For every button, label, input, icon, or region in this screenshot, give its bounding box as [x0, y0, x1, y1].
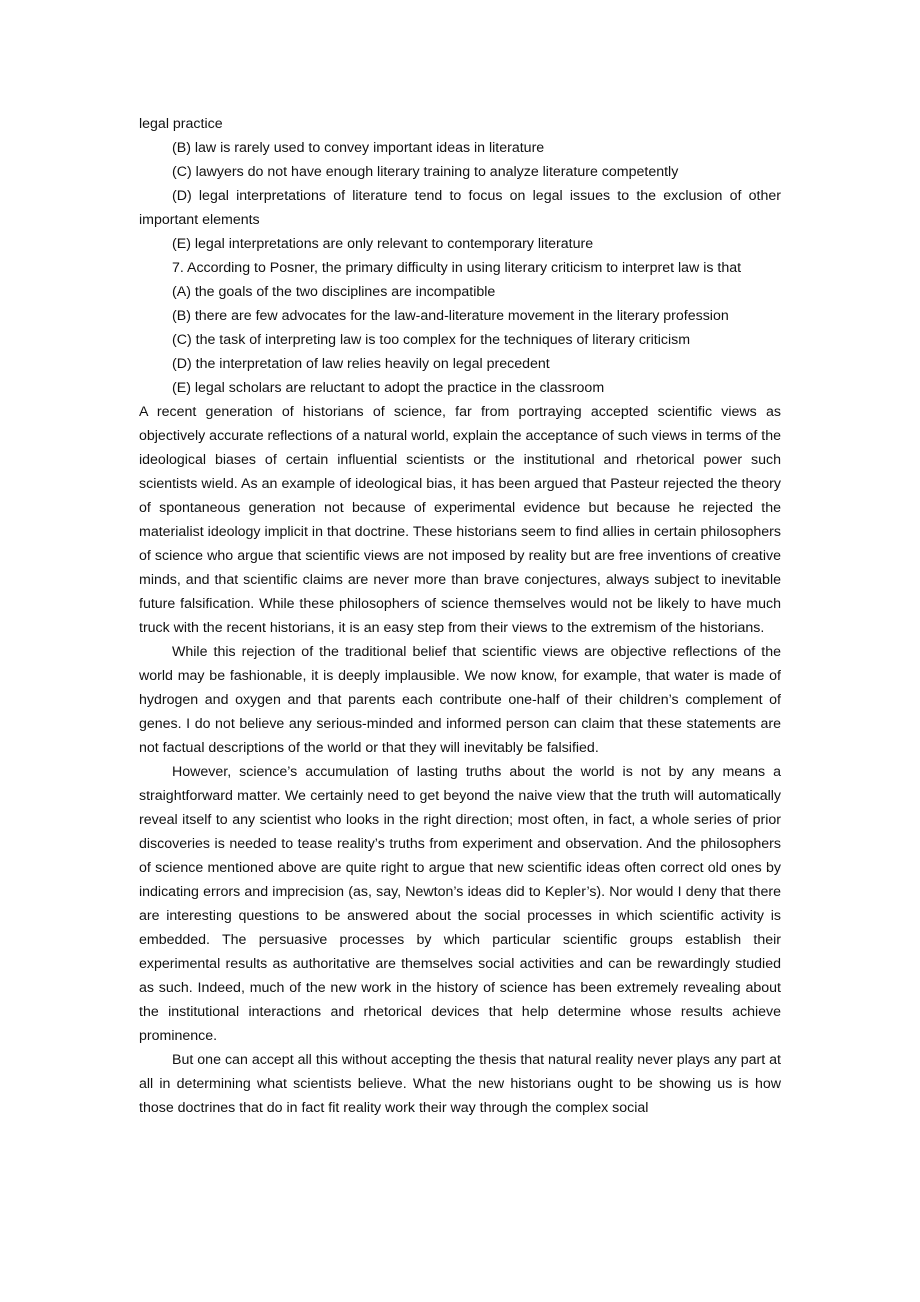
- question6-option-b: (B) law is rarely used to convey important ideas in literature: [172, 140, 545, 156]
- question6-option-d: (D) legal interpretations of literature tend to focus on legal issues to the exclusion of other important elements: [139, 188, 781, 228]
- question6-option-e: (E) legal interpretations are only relevant to contemporary literature: [172, 236, 594, 252]
- passage-paragraph-1: A recent generation of historians of science, far from portraying accepted scientific views as objectively accurate reflections of a natural world, explain the acceptance of such views in terms of the ideological biases of certain influential scientists or the institutional and rhetorical power such scientists wield. As an example of ideological bias, it has been argued that Pasteur rejected the theory of spontaneous generation not because of experimental evidence but because he rejected the materialist ideology implicit in that doctrine. These historians seem to find allies in certain philosophers of science who argue that scientific views are not imposed by reality but are free inventions of creative minds, and that scientific claims are never more than brave conjectures, always subject to inevitable future falsification. While these philosophers of science themselves would not be likely to have much truck with the recent historians, it is an easy step from their views to the extremism of the historians.: [139, 404, 781, 636]
- question7-option-b: (B) there are few advocates for the law-and-literature movement in the literary profession: [172, 308, 729, 324]
- question7-option-e: (E) legal scholars are reluctant to adopt the practice in the classroom: [172, 380, 605, 396]
- question6-option-c: (C) lawyers do not have enough literary training to analyze literature competently: [172, 164, 679, 180]
- document-body: [139, 112, 781, 1120]
- question7-stem: 7. According to Posner, the primary difficulty in using literary criticism to interpret law is that: [172, 260, 742, 276]
- question7-option-a: (A) the goals of the two disciplines are incompatible: [172, 284, 496, 300]
- question7-option-d: (D) the interpretation of law relies heavily on legal precedent: [172, 356, 550, 372]
- question7-option-c: (C) the task of interpreting law is too complex for the techniques of literary criticism: [172, 332, 691, 348]
- passage-paragraph-3: However, science’s accumulation of lasting truths about the world is not by any means a straightforward matter. We certainly need to get beyond the naive view that the truth will automatically reveal itself to any scientist who looks in the right direction; most often, in fact, a whole series of prior discoveries is needed to tease reality’s truths from experiment and observation. And the philosophers of science mentioned above are quite right to argue that new scientific ideas often correct old ones by indicating errors and imprecision (as, say, Newton’s ideas did to Kepler’s). Nor would I deny that there are interesting questions to be answered about the social processes in which scientific activity is embedded. The persuasive processes by which particular scientific groups establish their experimental results as authoritative are themselves social activities and can be rewardingly studied as such. Indeed, much of the new work in the history of science has been extremely revealing about the institutional interactions and rhetorical devices that help determine whose results achieve prominence.: [139, 764, 781, 1044]
- passage-paragraph-2: While this rejection of the traditional belief that scientific views are objective reflections of the world may be fashionable, it is deeply implausible. We now know, for example, that water is made of hydrogen and oxygen and that parents each contribute one-half of their children’s complement of genes. I do not believe any serious-minded and informed person can claim that these statements are not factual descriptions of the world or that they will inevitably be falsified.: [139, 644, 781, 756]
- passage-paragraph-4: But one can accept all this without accepting the thesis that natural reality never plays any part at all in determining what scientists believe. What the new historians ought to be showing us is how those doctrines that do in fact fit reality work their way through the complex social: [139, 1052, 781, 1116]
- question6-tail: legal practice: [139, 116, 223, 132]
